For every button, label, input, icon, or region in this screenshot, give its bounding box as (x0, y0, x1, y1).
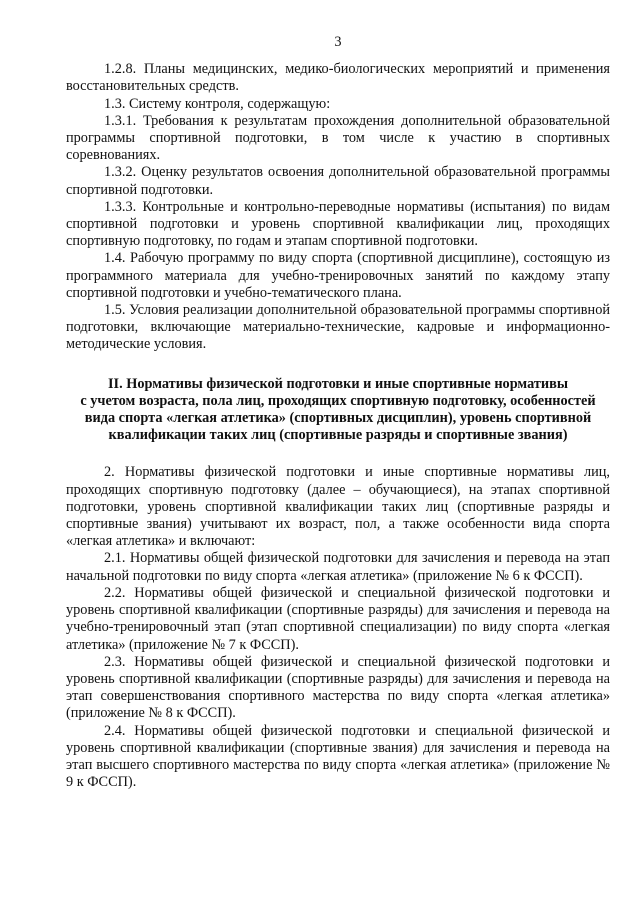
paragraph-2-1: 2.1. Нормативы общей физической подготовки для зачисления и перевода на этап начальной подготовки по виду спорта «легкая атлетика» (приложение № 6 к ФССП). (66, 550, 610, 584)
section-heading-line: квалификации таких лиц (спортивные разряды и спортивные звания) (108, 427, 568, 444)
body-section (66, 464, 610, 791)
paragraph-1-5: 1.5. Условия реализации дополнительной образовательной программы спортивной подготовки, включающие материально-технические, кадровые и информационно-методические условия. (66, 302, 610, 353)
intro-section (66, 61, 610, 353)
paragraph-1-3-2: 1.3.2. Оценку результатов освоения дополнительной образовательной программы спортивной подготовки. (66, 164, 610, 198)
paragraph-1-3-3: 1.3.3. Контрольные и контрольно-переводные нормативы (испытания) по видам спортивной подготовки и уровень спортивной квалификации лиц, проходящих спортивную подготовку, по годам и этапам спортивной подготовки. (66, 198, 610, 250)
paragraph-2-3: 2.3. Нормативы общей физической и специальной физической подготовки и уровень спортивной квалификации (спортивные разряды) для зачисления и перевода на этап совершенствования спортивного мастерства по виду спорта «легкая атлетика» (приложение № 8 к ФССП). (66, 653, 610, 722)
section-heading-line: с учетом возраста, пола лиц, проходящих спортивную подготовку, особенностей (80, 392, 596, 409)
section-heading (66, 376, 610, 445)
section-heading-line: вида спорта «легкая атлетика» (спортивных дисциплин), уровень спортивной (84, 410, 592, 427)
paragraph-2-4: 2.4. Нормативы общей физической подготовки и специальной физической и уровень спортивной квалификации (спортивные звания) для зачисления и перевода на этап высшего спортивного мастерства по виду спорта «легкая атлетика» (приложение № 9 к ФССП). (66, 722, 610, 791)
paragraph-2-2: 2.2. Нормативы общей физической и специальной физической подготовки и уровень спортивной квалификации (спортивные разряды) для зачисления и перевода на учебно-тренировочный этап (этап спортивной специализации) по виду спорта «легкая атлетика» (приложение № 7 к ФССП). (66, 584, 610, 653)
paragraph-1-2-8: 1.2.8. Планы медицинских, медико-биологических мероприятий и применения восстановительных средств. (66, 61, 610, 95)
paragraph-1-4: 1.4. Рабочую программу по виду спорта (спортивной дисциплине), состоящую из программного материала для учебно-тренировочных занятий по каждому этапу спортивной подготовки и учебно-тематического плана. (66, 250, 610, 301)
paragraph-1-3: 1.3. Систему контроля, содержащую: (104, 95, 331, 112)
section-heading-line: II. Нормативы физической подготовки и иные спортивные нормативы (107, 375, 568, 392)
paragraph-1-3-1: 1.3.1. Требования к результатам прохождения дополнительной образовательной программы спортивной подготовки, в том числе к участию в спортивных соревнованиях. (66, 112, 610, 164)
page-number: 3 (334, 34, 342, 50)
paragraph-2: 2. Нормативы физической подготовки и иные спортивные нормативы лиц, проходящих спортивную подготовку (далее – обучающиеся), на этапах спортивной подготовки, уровень спортивной квалификации таких лиц (спортивные разряды и спортивные звания) учитывают их возраст, пол, а также особенности вида спорта «легкая атлетика» и включают: (66, 464, 610, 550)
